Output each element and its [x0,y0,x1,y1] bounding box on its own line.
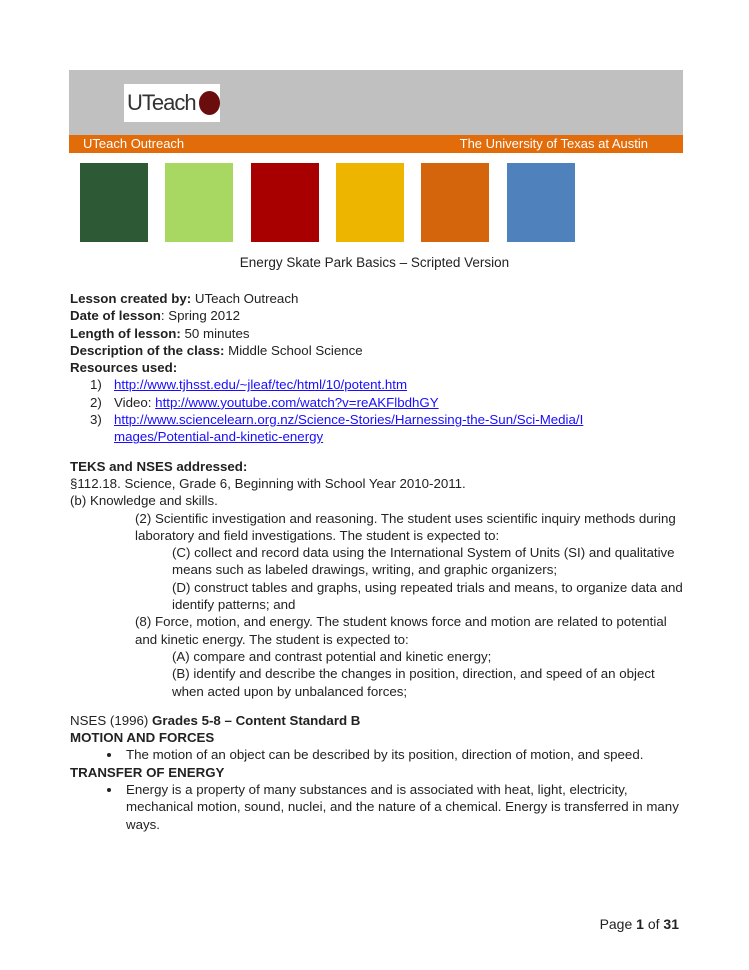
color-square [507,163,575,242]
nses-prefix: NSES (1996) [70,712,153,728]
nses-heading: MOTION AND FORCES [70,730,215,746]
teks-line: (C) collect and record data using the International System of Units (SI) and qualitative means such as labeled drawings, writing, and graphic organizers; [172,545,675,578]
nses-standard: Grades 5-8 – Content Standard B [152,712,361,728]
meta-value: UTeach Outreach [191,291,299,306]
orange-banner [69,135,683,153]
meta-value: 50 minutes [180,325,250,341]
page-current: 1 [636,916,644,932]
page-label: Page [599,916,637,932]
resource-prefix: Video: [114,394,156,410]
teks-line: (8) Force, motion, and energy. The student knows force and motion are related to potential and kinetic energy. The student is expected to: [135,614,667,647]
list-number: 1) [90,377,102,393]
bullet-item: • The motion of an object can be described by its position, direction of motion, and speed. [122,746,690,763]
resource-link[interactable]: http://www.sciencelearn.org.nz/Science-Stories/Harnessing-the-Sun/Sci-Media/Images/Potential-and-kinetic-energy [114,412,584,445]
meta-label: Description of the class: [70,342,225,358]
page-of: of [643,916,664,932]
document-body [70,290,690,833]
page-total: 31 [663,916,679,932]
logo-text: UTeach [127,90,196,115]
list-number: 3) [90,412,102,428]
bullet-item: • Energy is a property of many substances and is associated with heat, light, electricity, mechanical motion, sound, nuclei, and the nature of a chemical. Energy is transferred in many ways. [122,781,690,833]
section-heading: TEKS and NSES addressed: [70,458,248,474]
nses-heading: TRANSFER OF ENERGY [70,764,225,780]
meta-label: Resources used: [70,360,178,376]
color-square [336,163,404,242]
teks-line: (b) Knowledge and skills. [70,493,218,509]
meta-label: Lesson created by: [70,291,192,306]
banner-right: The University of Texas at Austin [459,136,648,151]
page-number [600,916,679,932]
meta-value: Middle School Science [224,342,363,358]
teks-line: §112.18. Science, Grade 6, Beginning with School Year 2010-2011. [70,475,466,491]
color-square [251,163,319,242]
meta-label: Length of lesson: [70,325,181,341]
uteach-logo [124,84,220,122]
teks-line: (2) Scientific investigation and reasoning. The student uses scientific inquiry methods during laboratory and field investigations. The student is expected to: [135,510,676,543]
teks-line: (D) construct tables and graphs, using repeated trials and means, to organize data and identify patterns; and [172,579,683,613]
meta-value: : Spring 2012 [160,308,240,324]
resource-link[interactable]: http://www.tjhsst.edu/~jleaf/tec/html/10/potent.htm [114,377,408,393]
color-square [80,163,148,242]
document-title: Energy Skate Park Basics – Scripted Version [239,255,510,270]
banner-left: UTeach Outreach [83,136,185,151]
resource-link[interactable]: http://www.youtube.com/watch?v=reAKFlbdhGY [155,394,439,410]
color-square [165,163,233,242]
color-square [421,163,489,242]
list-number: 2) [90,394,102,410]
apple-icon [199,91,220,115]
teks-line: (A) compare and contrast potential and kinetic energy; [172,648,492,664]
meta-label: Date of lesson [70,308,161,324]
teks-line: (B) identify and describe the changes in position, direction, and speed of an object when acted upon by unbalanced forces; [172,666,655,699]
